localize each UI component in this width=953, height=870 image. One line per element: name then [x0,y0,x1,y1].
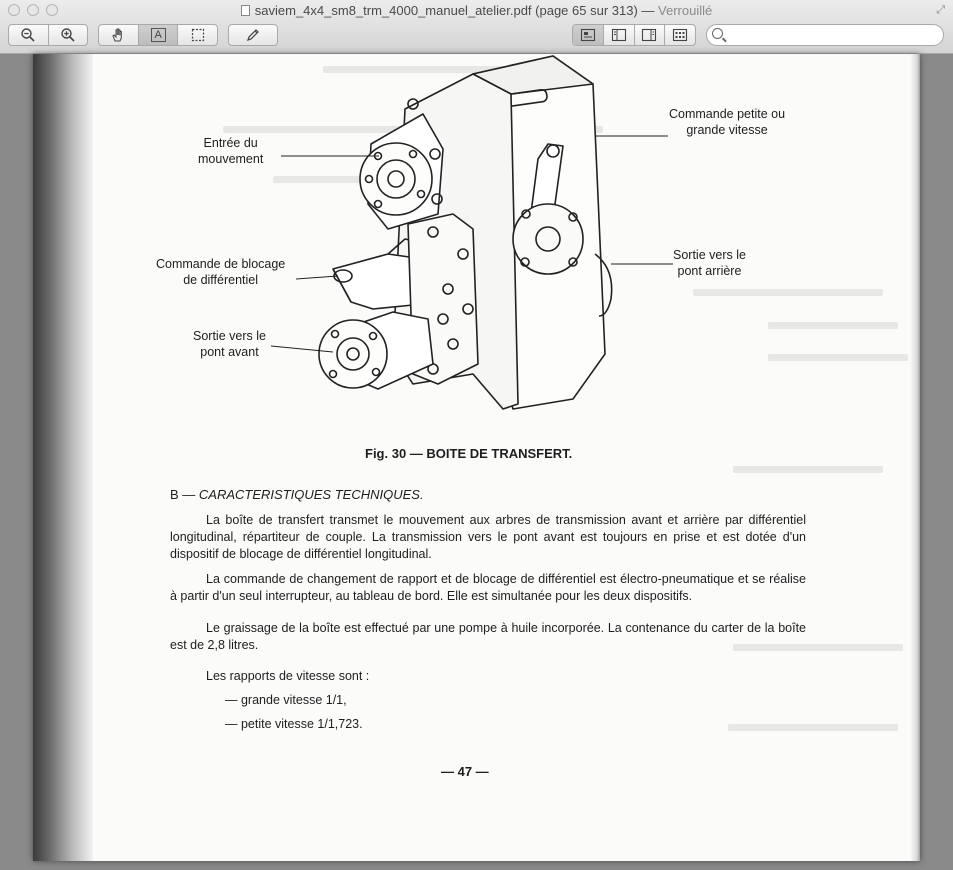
input-flange [360,143,432,215]
zoom-in-icon [60,27,76,43]
callout-front-output: Sortie vers le pont avant [193,329,266,359]
toolbar [0,24,953,48]
figure-caption: Fig. 30 — BOITE DE TRANSFERT. [365,446,573,461]
rect-select-button[interactable] [177,25,217,45]
hand-tool-icon [110,27,126,43]
fullscreen-icon[interactable]: ⤢ [936,4,945,16]
contact-sheet-view-button[interactable] [664,25,695,45]
annotate-button[interactable] [228,24,278,46]
search-icon [712,28,723,39]
window-title: saviem_4x4_sm8_trm_4000_manuel_atelier.pdf (page 65 sur 313) — Verrouillé [0,3,953,18]
section-title: CARACTERISTIQUES TECHNIQUES. [198,487,424,502]
page-column-icon [611,28,627,42]
section-heading: B — CARACTERISTIQUES TECHNIQUES. [170,487,424,502]
paragraph-3: Le graissage de la boîte est effectué par une pompe à huile incorporée. La contenance du carter de la boîte est de 2,8 litres. [170,621,806,652]
window-title-text: saviem_4x4_sm8_trm_4000_manuel_atelier.pdf (page 65 sur 313) [254,3,638,18]
view-mode-group [572,24,696,46]
zoom-button-group [8,24,88,46]
contact-sheet-icon [672,28,688,42]
search-input[interactable] [706,24,944,46]
paragraph-1: La boîte de transfert transmet le mouvement aux arbres de transmission avant et arrière par différentiel longitudinal, répartiteur de couple. La transmission vers le pont avant est toujours en prise et est dotée d'un dispositif de blocage de différentiel longitudinal. [170,513,806,561]
ratio-low-speed: — petite vitesse 1/1,723. [225,717,363,731]
paragraph-2: La commande de changement de rapport et de blocage de différentiel est électro-pneumatique et se réalise à partir d'un seul interrupteur, au tableau de bord. Elle est simultanée pour les deux dispositifs. [170,572,806,603]
callout-diff-lock: Commande de blocage de différentiel [156,257,286,287]
zoom-out-icon [20,27,36,43]
pdf-document-icon [241,5,250,16]
hand-tool-button[interactable] [99,25,138,45]
callout-input: Entrée du mouvement [198,136,264,166]
text-select-icon: A [151,28,166,42]
window-titlebar [0,0,953,54]
callout-rear-output: Sortie vers le pont arrière [673,248,746,278]
document-page[interactable] [33,54,920,861]
lock-status: Verrouillé [658,3,713,18]
two-page-icon [641,28,657,42]
page-column-view-button[interactable] [603,25,634,45]
text-select-button[interactable] [138,25,178,45]
zoom-out-button[interactable] [9,25,48,45]
callout-speed-control: Commande petite ou grande vitesse [669,107,786,137]
zoom-in-button[interactable] [48,25,87,45]
two-page-view-button[interactable] [634,25,665,45]
single-page-icon [580,28,596,42]
page-number: — 47 — [441,764,489,779]
rect-select-icon [191,28,205,42]
rear-output-flange [513,204,583,274]
front-output-flange [319,320,387,388]
transfer-box-illustration [33,54,920,434]
single-page-view-button[interactable] [573,25,603,45]
ratio-high-speed: — grande vitesse 1/1, [225,693,347,707]
selection-tools-group [98,24,218,46]
annotate-pencil-icon [245,27,261,43]
ratios-intro: Les rapports de vitesse sont : [206,669,370,683]
